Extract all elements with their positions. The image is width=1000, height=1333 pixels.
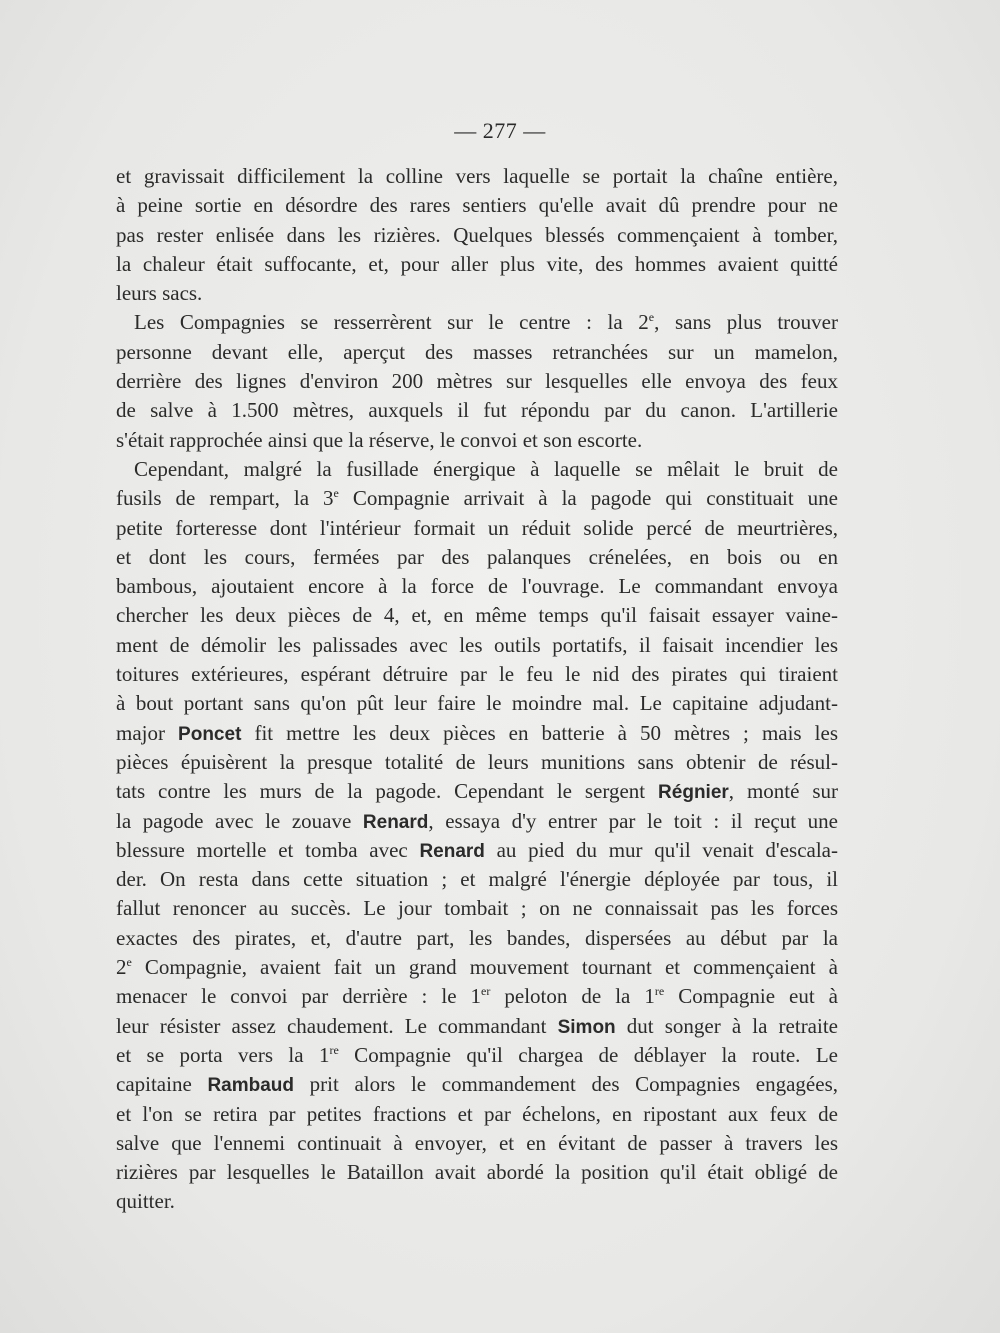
person-name: Renard xyxy=(362,811,429,833)
text-line: à bout portant sans qu'on pût leur faire le moindre mal. Le capitaine adjudant- xyxy=(116,691,838,716)
text-segment: au pied du mur qu'il venait d'escala- xyxy=(484,837,838,862)
text-line xyxy=(116,807,838,836)
text-line xyxy=(116,484,838,513)
text-line: toitures extérieures, espérant détruire par le feu le nid des pirates qui tiraient xyxy=(116,662,838,687)
text-segment: Compagnie eut à xyxy=(664,984,838,1009)
text-line: der. On resta dans cette situation ; et malgré l'énergie déployée par tous, il xyxy=(116,867,838,892)
text-line: exactes des pirates, et, d'autre part, les bandes, dispersées au début par la xyxy=(116,925,838,950)
text-line: et l'on se retira par petites fractions et par échelons, en ripostant aux feux de xyxy=(116,1101,838,1126)
superscript: re xyxy=(654,984,665,999)
person-name: Simon xyxy=(557,1016,616,1038)
text-segment: dut songer à la retraite xyxy=(615,1013,838,1038)
page-number: — 277 — xyxy=(454,118,546,143)
superscript: e xyxy=(333,486,339,501)
text-segment: Compagnie, avaient fait un grand mouvement tournant et commençaient à xyxy=(131,955,838,980)
text-line xyxy=(116,1012,838,1041)
text-line: et gravissait difficilement la colline vers laquelle se portait la chaîne entière, xyxy=(116,164,838,188)
text-segment: tats contre les murs de la pagode. Cependant le sergent xyxy=(116,779,659,804)
text-line: bambous, ajoutaient encore à la force de l'ouvrage. Le commandant envoya xyxy=(116,574,838,599)
text-segment: blessure mortelle et tomba avec xyxy=(116,837,420,862)
text-segment: fit mettre les deux pièces en batterie à 50 mètres ; mais les xyxy=(241,720,838,745)
text-line: derrière des lignes d'environ 200 mètres sur lesquelles elle envoya des feux xyxy=(116,369,838,394)
person-name: Poncet xyxy=(178,723,242,745)
text-line: petite forteresse dont l'intérieur formait un réduit solide percé de meurtrières, xyxy=(116,515,838,540)
text-segment: menacer le convoi par derrière : le 1 xyxy=(116,984,482,1009)
text-line: rizières par lesquelles le Bataillon avait abordé la position qu'il était obligé de xyxy=(116,1160,838,1185)
text-line xyxy=(116,982,838,1011)
text-segment: capitaine xyxy=(116,1072,208,1097)
text-line xyxy=(116,1070,838,1099)
text-line: quitter. xyxy=(116,1189,175,1214)
text-segment: Les Compagnies se resserrèrent sur le centre : la 2 xyxy=(134,310,649,335)
text-line xyxy=(116,308,838,337)
text-line: Cependant, malgré la fusillade énergique à laquelle se mêlait le bruit de xyxy=(134,456,838,481)
text-line: pièces épuisèrent la presque totalité de leurs munitions sans obtenir de résul- xyxy=(116,749,838,774)
text-segment: 2 xyxy=(116,955,127,980)
text-line: personne devant elle, aperçut des masses retranchées sur un mamelon, xyxy=(116,339,838,364)
text-segment: Compagnie arrivait à la pagode qui constituait une xyxy=(338,486,838,511)
text-line: de salve à 1.500 mètres, auxquels il fut répondu par du canon. L'artillerie xyxy=(116,398,838,423)
person-name: Renard xyxy=(419,840,485,862)
text-segment: , sans plus trouver xyxy=(654,310,838,335)
text-line: chercher les deux pièces de 4, et, en même temps qu'il faisait essayer vaine- xyxy=(116,603,838,628)
text-segment: peloton de la 1 xyxy=(490,984,655,1009)
text-line: la chaleur était suffocante, et, pour aller plus vite, des hommes avaient quitté xyxy=(116,251,838,276)
text-line xyxy=(116,777,838,806)
text-line: leurs sacs. xyxy=(116,281,203,306)
text-line xyxy=(116,1041,838,1070)
person-name: Régnier xyxy=(658,782,729,804)
text-line: pas rester enlisée dans les rizières. Quelques blessés commençaient à tomber, xyxy=(116,222,838,247)
text-line: salve que l'ennemi continuait à envoyer, et en évitant de passer à travers les xyxy=(116,1130,838,1155)
text-segment: Compagnie qu'il chargea de déblayer la route. Le xyxy=(338,1042,838,1067)
text-line: fallut renoncer au succès. Le jour tombait ; on ne connaissait pas les forces xyxy=(116,896,838,921)
text-segment: la pagode avec le zouave xyxy=(116,808,363,833)
text-line: et dont les cours, fermées par des palanques crénelées, en bois ou en xyxy=(116,544,838,569)
text-segment: fusils de rempart, la 3 xyxy=(116,486,334,511)
text-line: ment de démolir les palissades avec les outils portatifs, il faisait incendier les xyxy=(116,632,838,657)
text-line xyxy=(116,836,838,865)
text-line: s'était rapprochée ainsi que la réserve, le convoi et son escorte. xyxy=(116,427,643,452)
superscript: e xyxy=(648,310,655,325)
superscript: er xyxy=(481,984,491,999)
text-segment: , essaya d'y entrer par le toit : il reçut une xyxy=(428,808,838,833)
text-line xyxy=(116,953,838,982)
text-segment: prit alors le commandement des Compagnies engagées, xyxy=(294,1072,838,1097)
text-line: à peine sortie en désordre des rares sentiers qu'elle avait dû prendre pour ne xyxy=(116,193,838,218)
text-segment: et se porta vers la 1 xyxy=(116,1042,330,1067)
text-segment: major xyxy=(116,720,179,745)
superscript: e xyxy=(126,955,132,970)
text-line xyxy=(116,719,838,748)
text-segment: , monté sur xyxy=(728,779,838,804)
superscript: re xyxy=(329,1042,339,1057)
text-segment: leur résister assez chaudement. Le commandant xyxy=(116,1013,558,1038)
body-text xyxy=(116,162,838,1217)
person-name: Rambaud xyxy=(207,1075,295,1097)
